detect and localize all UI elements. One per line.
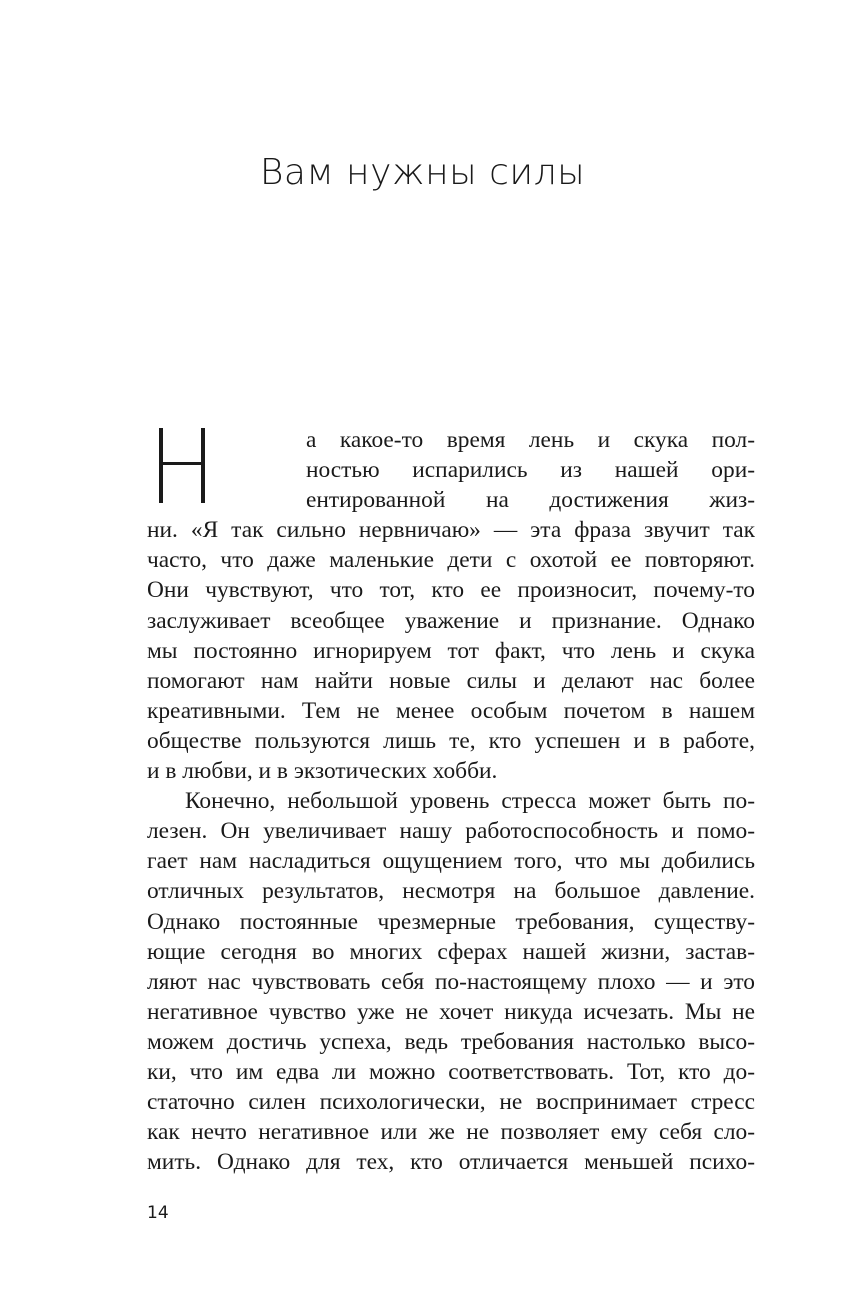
- text-line: как нечто негативное или же не позволяет ему себя сло-: [147, 1119, 755, 1146]
- text-line: негативное чувство уже не хочет никуда исчезать. Мы не: [147, 998, 755, 1025]
- text-line: Однако постоянные чрезмерные требования, существу-: [147, 908, 755, 935]
- text-line: мы постоянно игнорируем тот факт, что лень и скука: [147, 637, 755, 664]
- text-line: помогают нам найти новые силы и делают нас более: [147, 667, 755, 694]
- text-line: лезен. Он увеличивает нашу работоспособность и помо-: [147, 818, 755, 845]
- body-text: [147, 425, 755, 1177]
- text-line: ющие сегодня во многих сферах нашей жизни, застав-: [147, 938, 755, 965]
- text-line: а какое-то время лень и скука пол-: [306, 427, 755, 453]
- text-line: отличных результатов, несмотря на большое давление.: [147, 878, 755, 905]
- text-line: гает нам насладиться ощущением того, что мы добились: [147, 848, 755, 875]
- text-line: статочно силен психологически, не воспринимает стресс: [147, 1089, 755, 1116]
- text-line: ляют нас чувствовать себя по-настоящему плохо — и это: [147, 968, 755, 995]
- text-line: можем достичь успеха, ведь требования настолько высо-: [147, 1028, 755, 1055]
- text-line: ни. «Я так сильно нервничаю» — эта фраза звучит так: [147, 517, 755, 544]
- text-line: креативными. Тем не менее особым почетом в нашем: [147, 697, 755, 724]
- paragraph-1: [147, 425, 755, 786]
- text-line: ентированной на достижения жиз-: [306, 487, 755, 514]
- text-line: и в любви, и в экзотических хобби.: [147, 758, 498, 785]
- text-line: ки, что им едва ли можно соответствовать. Тот, кто до-: [147, 1058, 755, 1085]
- text-line: Они чувствуют, что тот, кто ее произносит, почему-то: [147, 577, 755, 604]
- text-line: часто, что даже маленькие дети с охотой ее повторяют.: [147, 547, 755, 574]
- text-line: обществе пользуются лишь те, кто успешен и в работе,: [147, 727, 755, 754]
- text-line: Конечно, небольшой уровень стресса может быть по-: [185, 788, 755, 815]
- paragraph-2: [147, 786, 755, 1177]
- chapter-title: Вам нужны силы: [259, 152, 586, 193]
- text-line: заслуживает всеобщее уважение и признание. Однако: [147, 607, 755, 634]
- text-line: ностью испарились из нашей ори-: [306, 457, 755, 484]
- page-number: 14: [147, 1203, 169, 1223]
- text-line: мить. Однако для тех, кто отличается меньшей психо-: [147, 1149, 755, 1176]
